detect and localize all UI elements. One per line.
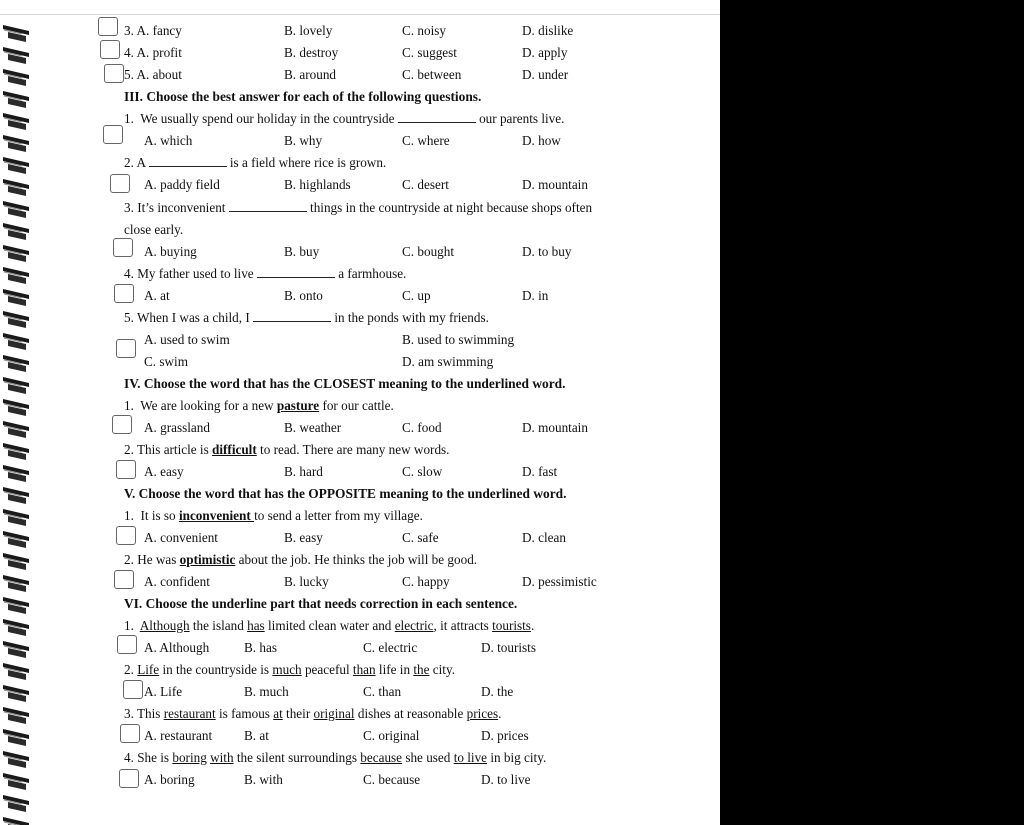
s4-q2-c: C. slow	[402, 464, 443, 479]
page-top-edge	[0, 14, 720, 15]
blank	[149, 155, 227, 167]
spiral-binding	[0, 0, 40, 825]
s6-q1-b: B. has	[244, 640, 277, 655]
s5-q2-a: A. confident	[144, 574, 210, 589]
s6-q3-stem: 3. This restaurant is famous at their original dishes at reasonable prices.	[124, 706, 502, 721]
s3-q1-d: D. how	[522, 133, 561, 148]
s3-q4-a: A. at	[144, 288, 170, 303]
s6-q1-a: A. Although	[144, 640, 210, 655]
answer-box-s6-q1[interactable]	[117, 635, 137, 654]
spiral-ring	[2, 374, 32, 396]
s2-q3-a: 3. A. fancy	[124, 23, 182, 38]
s5-q2-d: D. pessimistic	[522, 574, 597, 589]
s2-q5-b: B. around	[284, 67, 337, 82]
s4-q2-a: A. easy	[144, 464, 184, 479]
answer-box-s2-q3[interactable]	[98, 17, 118, 36]
s3-q4-stem: 4. My father used to live a farmhouse.	[124, 266, 407, 281]
spiral-ring	[2, 660, 32, 682]
s3-q2-c: C. desert	[402, 177, 449, 192]
s3-q4-d: D. in	[522, 288, 549, 303]
answer-box-s2-q4[interactable]	[100, 40, 120, 59]
s3-q1-b: B. why	[284, 133, 323, 148]
s2-q5-a: 5. A. about	[124, 67, 182, 82]
s4-q2-stem: 2. This article is difficult to read. There are many new words.	[124, 442, 450, 457]
spiral-ring	[2, 726, 32, 748]
s3-q2-a: A. paddy field	[144, 177, 220, 192]
s6-q4-b: B. with	[244, 772, 283, 787]
spiral-ring	[2, 308, 32, 330]
section-3-heading: III. Choose the best answer for each of the following questions.	[124, 89, 482, 104]
answer-box-s3-q5[interactable]	[116, 339, 136, 358]
spiral-ring	[2, 550, 32, 572]
s6-q1-stem: 1. Although the island has limited clean water and electric, it attracts tourists.	[124, 618, 535, 633]
answer-box-s6-q4[interactable]	[119, 769, 139, 788]
answer-box-s3-q1[interactable]	[103, 125, 123, 144]
spiral-ring	[2, 748, 32, 770]
answer-box-s4-q2[interactable]	[116, 460, 136, 479]
spiral-ring	[2, 814, 32, 825]
s3-q1-c: C. where	[402, 133, 450, 148]
s5-q1-c: C. safe	[402, 530, 439, 545]
s6-q2-b: B. much	[244, 684, 289, 699]
s6-q1-c: C. electric	[363, 640, 418, 655]
s6-q4-c: C. because	[363, 772, 421, 787]
s6-q4-d: D. to live	[481, 772, 531, 787]
spiral-ring	[2, 220, 32, 242]
s6-q2-a: A. Life	[144, 684, 183, 699]
spiral-ring	[2, 154, 32, 176]
answer-box-s6-q3[interactable]	[120, 724, 140, 743]
s3-q5-b: B. used to swimming	[402, 332, 515, 347]
spiral-ring	[2, 44, 32, 66]
s4-q1-stem: 1. We are looking for a new pasture for our cattle.	[124, 398, 394, 413]
answer-box-s5-q2[interactable]	[114, 570, 134, 589]
s6-q4-stem: 4. She is boring with the silent surroundings because she used to live in big city.	[124, 750, 547, 765]
spiral-ring	[2, 110, 32, 132]
s3-q4-b: B. onto	[284, 288, 323, 303]
s3-q5-a: A. used to swim	[144, 332, 230, 347]
s4-q1-c: C. food	[402, 420, 442, 435]
spiral-ring	[2, 594, 32, 616]
s5-q2-b: B. lucky	[284, 574, 329, 589]
s6-q2-d: D. the	[481, 684, 514, 699]
s5-q1-a: A. convenient	[144, 530, 218, 545]
answer-box-s6-q2[interactable]	[123, 680, 143, 699]
spiral-ring	[2, 704, 32, 726]
s3-q5-stem: 5. When I was a child, I in the ponds with my friends.	[124, 310, 489, 325]
section-5-heading: V. Choose the word that has the OPPOSITE meaning to the underlined word.	[124, 486, 567, 501]
spiral-ring	[2, 506, 32, 528]
spiral-ring	[2, 616, 32, 638]
blank	[257, 266, 335, 278]
spiral-ring	[2, 792, 32, 814]
s3-q3-b: B. buy	[284, 244, 320, 259]
s2-q3-d: D. dislike	[522, 23, 574, 38]
answer-box-s3-q3[interactable]	[113, 238, 133, 257]
s3-q5-c: C. swim	[144, 354, 188, 369]
answer-box-s2-q5[interactable]	[104, 64, 124, 83]
s6-q2-stem: 2. Life in the countryside is much peaceful than life in the city.	[124, 662, 455, 677]
spiral-ring	[2, 286, 32, 308]
s3-q3-d: D. to buy	[522, 244, 572, 259]
blank	[253, 310, 331, 322]
spiral-ring	[2, 484, 32, 506]
s3-q4-c: C. up	[402, 288, 431, 303]
s5-q2-c: C. happy	[402, 574, 450, 589]
s6-q3-a: A. restaurant	[144, 728, 213, 743]
answer-box-s3-q2[interactable]	[110, 174, 130, 193]
s3-q1-a: A. which	[144, 133, 193, 148]
spiral-ring	[2, 88, 32, 110]
blank	[398, 111, 476, 123]
spiral-ring	[2, 396, 32, 418]
s2-q4-d: D. apply	[522, 45, 568, 60]
section-6-heading: VI. Choose the underline part that needs correction in each sentence.	[124, 596, 518, 611]
spiral-ring	[2, 242, 32, 264]
s6-q3-d: D. prices	[481, 728, 529, 743]
spiral-ring	[2, 198, 32, 220]
spiral-ring	[2, 264, 32, 286]
s2-q3-c: C. noisy	[402, 23, 446, 38]
spiral-ring	[2, 572, 32, 594]
s2-q5-c: C. between	[402, 67, 462, 82]
spiral-ring	[2, 66, 32, 88]
s4-q2-b: B. hard	[284, 464, 323, 479]
spiral-ring	[2, 682, 32, 704]
s5-q1-stem: 1. It is so inconvenient to send a letter from my village.	[124, 508, 423, 523]
s6-q1-d: D. tourists	[481, 640, 536, 655]
answer-box-s4-q1[interactable]	[112, 415, 132, 434]
s6-q3-c: C. original	[363, 728, 420, 743]
spiral-ring	[2, 770, 32, 792]
spiral-ring	[2, 462, 32, 484]
s6-q4-a: A. boring	[144, 772, 195, 787]
s2-q5-d: D. under	[522, 67, 569, 82]
s3-q2-d: D. mountain	[522, 177, 588, 192]
spiral-ring	[2, 638, 32, 660]
s2-q4-b: B. destroy	[284, 45, 339, 60]
spiral-ring	[2, 132, 32, 154]
s6-q2-c: C. than	[363, 684, 402, 699]
s4-q1-a: A. grassland	[144, 420, 210, 435]
s4-q1-b: B. weather	[284, 420, 342, 435]
spiral-ring	[2, 330, 32, 352]
spiral-ring	[2, 528, 32, 550]
spiral-ring	[2, 176, 32, 198]
section-4-heading: IV. Choose the word that has the CLOSEST meaning to the underlined word.	[124, 376, 566, 391]
s3-q2-stem: 2. A is a field where rice is grown.	[124, 155, 387, 170]
answer-box-s3-q4[interactable]	[114, 284, 134, 303]
spiral-ring	[2, 22, 32, 44]
blank	[229, 200, 307, 212]
s5-q1-d: D. clean	[522, 530, 566, 545]
s5-q2-stem: 2. He was optimistic about the job. He thinks the job will be good.	[124, 552, 478, 567]
s5-q1-b: B. easy	[284, 530, 323, 545]
s3-q3-a: A. buying	[144, 244, 197, 259]
s4-q1-d: D. mountain	[522, 420, 588, 435]
spiral-ring	[2, 418, 32, 440]
s4-q2-d: D. fast	[522, 464, 558, 479]
s3-q3-c: C. bought	[402, 244, 455, 259]
s2-q4-c: C. suggest	[402, 45, 457, 60]
s3-q3-stem: 3. It’s inconvenient things in the countryside at night because shops often	[124, 200, 593, 215]
spiral-ring	[2, 352, 32, 374]
s6-q3-b: B. at	[244, 728, 269, 743]
s3-q3-stem-cont: close early.	[124, 222, 184, 237]
s2-q3-b: B. lovely	[284, 23, 333, 38]
s3-q5-d: D. am swimming	[402, 354, 494, 369]
spiral-ring	[2, 440, 32, 462]
s2-q4-a: 4. A. profit	[124, 45, 182, 60]
s3-q1-stem: 1. We usually spend our holiday in the countryside our parents live.	[124, 111, 565, 126]
s3-q2-b: B. highlands	[284, 177, 351, 192]
answer-box-s5-q1[interactable]	[116, 526, 136, 545]
